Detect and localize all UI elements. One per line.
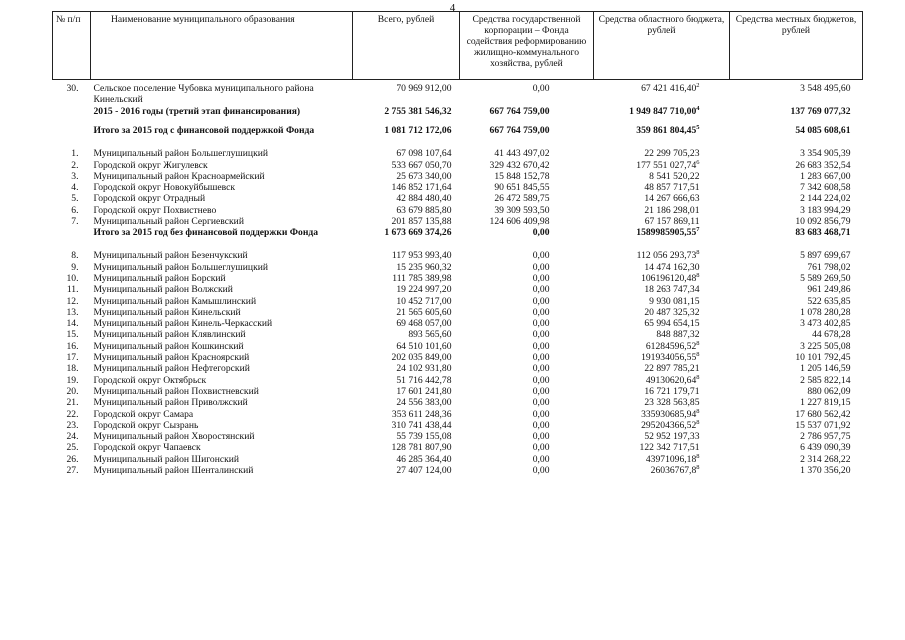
row-number: 19. [66, 374, 79, 386]
total-amount: 15 235 960,32 [396, 261, 452, 273]
state-fund-amount: 15 848 152,78 [494, 170, 550, 182]
row-number: 8. [71, 250, 79, 262]
table-row [53, 216, 863, 227]
total-amount: 69 468 057,00 [396, 318, 452, 330]
regional-budget-amount: 295204366,52$^8$ [641, 418, 700, 431]
row-number: 9. [71, 261, 79, 273]
row-number: 13. [66, 306, 79, 318]
municipality-name: Муниципальный район Хворостянский [93, 431, 255, 443]
row-number: 23. [66, 419, 79, 431]
header-total: Всего, рублей [353, 12, 460, 80]
row-number: 7. [71, 216, 79, 228]
table-row [53, 262, 863, 273]
local-budget-amount: 5 897 699,67 [800, 250, 851, 262]
municipality-name: Муниципальный район Сергиевский [93, 216, 244, 228]
total-amount: 21 565 605,60 [396, 306, 452, 318]
local-budget-amount: 44 678,28 [812, 329, 851, 341]
header-num: № п/п [53, 12, 91, 80]
municipality-name: Итого за 2015 год с финансовой поддержкой Фонда [93, 125, 315, 137]
regional-budget-amount: 52 952 197,33 [644, 431, 700, 443]
footnote-marker: 2 [696, 81, 700, 89]
footnote-marker: 8 [696, 463, 700, 471]
local-budget-amount: 1 227 819,15 [800, 397, 851, 409]
row-number: 17. [66, 352, 79, 364]
state-fund-amount: 0,00 [532, 227, 550, 239]
total-amount: 25 673 340,00 [396, 170, 452, 182]
header-row [53, 12, 863, 80]
local-budget-amount: 2 786 957,75 [800, 431, 851, 443]
state-fund-amount: 0,00 [532, 408, 550, 420]
regional-budget-amount: 335930685,94$^8$ [641, 407, 700, 420]
municipality-name: Муниципальный район Похвистневский [93, 385, 259, 397]
regional-budget-amount: 67 421 416,40$^2$ [641, 81, 700, 94]
regional-budget-amount: 65 994 654,15 [644, 318, 700, 330]
municipality-name: Муниципальный район Красноармейский [93, 170, 265, 182]
table-row [53, 465, 863, 476]
total-amount: 19 224 997,20 [396, 284, 452, 296]
table-row [53, 375, 863, 386]
total-amount: 27 407 124,00 [396, 465, 452, 477]
regional-budget-amount: 21 186 298,01 [644, 204, 700, 216]
footnote-marker: 8 [696, 350, 700, 358]
row-number: 5. [71, 193, 79, 205]
header-regional: Средства областного бюджета, рублей [594, 12, 730, 80]
table-row [53, 442, 863, 453]
local-budget-amount: 3 473 402,85 [800, 318, 851, 330]
local-budget-amount: 137 769 077,32 [790, 106, 851, 117]
local-budget-amount: 7 342 608,58 [800, 182, 851, 194]
row-number: 3. [71, 170, 79, 182]
header-local: Средства местных бюджетов, рублей [730, 12, 863, 80]
row-number: 26. [66, 453, 79, 465]
total-amount: 893 565,60 [408, 329, 452, 341]
state-fund-amount: 0,00 [532, 306, 550, 318]
state-fund-amount: 0,00 [532, 340, 550, 352]
footnote-marker: 8 [696, 452, 700, 460]
table-row [53, 106, 863, 117]
municipality-name: Муниципальный район Шигонский [93, 453, 240, 465]
regional-budget-amount: 1589985905,55$^7$ [636, 226, 700, 239]
state-fund-amount: 0,00 [532, 465, 550, 477]
municipality-name: Муниципальный район Нефтегорский [93, 363, 250, 375]
total-amount: 46 285 364,40 [396, 453, 452, 465]
header-state: Средства государственной корпорации – Фонда содействия реформированию жилищно-коммунального хозяйства, рублей [460, 12, 594, 80]
row-number: 20. [66, 385, 79, 397]
local-budget-amount: 761 798,02 [807, 261, 851, 273]
local-budget-amount: 1 205 146,59 [800, 363, 851, 375]
regional-budget-amount: 16 721 179,71 [644, 385, 700, 397]
total-amount: 64 510 101,60 [396, 340, 452, 352]
local-budget-amount: 83 683 468,71 [795, 227, 851, 239]
row-number [53, 106, 91, 117]
regional-budget-amount: 8 541 520,22 [649, 170, 700, 182]
row-number: 4. [71, 182, 79, 194]
regional-budget-amount: 61284596,52$^8$ [645, 339, 700, 352]
local-budget-amount: 10 092 856,79 [795, 216, 851, 228]
municipality-name: Муниципальный район Камышлинский [93, 295, 257, 307]
total-amount: 533 667 050,70 [391, 159, 452, 171]
total-amount: 24 556 383,00 [396, 397, 452, 409]
regional-budget-amount: 848 887,32 [656, 329, 700, 341]
local-budget-amount: 3 183 994,29 [800, 204, 851, 216]
total-amount: 146 852 171,64 [391, 182, 452, 194]
footnote-marker: 4 [696, 104, 700, 112]
state-fund-amount: 0,00 [532, 318, 550, 330]
local-budget-amount: 1 078 280,28 [800, 306, 851, 318]
total-amount: 42 884 480,40 [396, 193, 452, 205]
total-amount: 17 601 241,80 [396, 385, 452, 397]
local-budget-amount: 2 585 822,14 [800, 374, 851, 386]
table-row [53, 352, 863, 363]
municipality-name: Муниципальный район Кинель-Черкасский [93, 318, 273, 330]
financing-table [52, 11, 863, 476]
regional-budget-amount: 122 342 717,51 [639, 442, 700, 454]
state-fund-amount: 0,00 [532, 453, 550, 465]
state-fund-amount: 0,00 [532, 261, 550, 273]
state-fund-amount: 0,00 [532, 272, 550, 284]
row-number: 2. [71, 159, 79, 171]
regional-budget-amount: 1 949 847 710,00$^4$ [629, 104, 700, 117]
row-number: 14. [66, 318, 79, 330]
page-number: 4 [449, 2, 456, 14]
local-budget-amount: 3 354 905,39 [800, 148, 851, 160]
table-row [53, 273, 863, 284]
regional-budget-amount: 112 056 293,73$^8$ [636, 249, 700, 262]
total-amount: 202 035 849,00 [391, 352, 452, 364]
local-budget-amount: 10 101 792,45 [795, 352, 851, 364]
row-number: 21. [66, 397, 79, 409]
municipality-name: Муниципальный район Приволжский [93, 397, 248, 409]
regional-budget-amount: 9 930 081,15 [649, 295, 700, 307]
municipality-name: 2015 - 2016 годы (третий этап финансирования) [93, 106, 301, 117]
footnote-marker: 8 [696, 407, 700, 415]
municipality-name: Муниципальный район Красноярский [93, 352, 250, 364]
state-fund-amount: 39 309 593,50 [494, 204, 550, 216]
regional-budget-amount: 20 487 325,32 [644, 306, 700, 318]
table-row [53, 182, 863, 193]
state-fund-amount: 0,00 [532, 374, 550, 386]
total-amount: 55 739 155,08 [396, 431, 452, 443]
municipality-name: Городской округ Сызрань [93, 419, 199, 431]
regional-budget-amount: 359 861 804,45$^5$ [636, 124, 700, 137]
regional-budget-amount: 14 474 162,30 [644, 261, 700, 273]
state-fund-amount: 0,00 [532, 83, 550, 94]
regional-budget-amount: 23 328 563,85 [644, 397, 700, 409]
footnote-marker: 8 [696, 373, 700, 381]
total-amount: 111 785 389,98 [392, 272, 452, 284]
municipality-name: Муниципальный район Кинельский [93, 306, 241, 318]
row-number: 27. [66, 465, 79, 477]
table-row [53, 386, 863, 397]
footnote-marker: 8 [696, 271, 700, 279]
municipality-name: Муниципальный район Борский [93, 272, 226, 284]
local-budget-amount: 522 635,85 [807, 295, 851, 307]
total-amount: 128 781 807,90 [391, 442, 452, 454]
row-number [53, 227, 91, 250]
municipality-name: Городской округ Похвистнево [93, 204, 217, 216]
table-row [53, 397, 863, 408]
municipality-name: Городской округ Самара [93, 408, 194, 420]
state-fund-amount: 0,00 [532, 250, 550, 262]
state-fund-amount: 0,00 [532, 431, 550, 443]
regional-budget-amount: 48 857 717,51 [644, 182, 700, 194]
table-row [53, 318, 863, 329]
regional-budget-amount: 22 897 785,21 [644, 363, 700, 375]
table-row [53, 117, 863, 148]
total-amount: 1 673 669 374,26 [384, 227, 452, 239]
regional-budget-amount: 49130620,64$^8$ [645, 373, 700, 386]
total-amount: 310 741 438,44 [391, 419, 452, 431]
table-row [53, 250, 863, 261]
state-fund-amount: 0,00 [532, 363, 550, 375]
municipality-name: Муниципальный район Волжский [93, 284, 233, 296]
local-budget-amount: 1 370 356,20 [800, 465, 851, 477]
municipality-name: Городской округ Жигулевск [93, 159, 208, 171]
regional-budget-amount: 177 551 027,74$^6$ [636, 158, 700, 171]
total-amount: 2 755 381 546,32 [384, 106, 452, 117]
state-fund-amount: 0,00 [532, 419, 550, 431]
row-number: 12. [66, 295, 79, 307]
row-number: 24. [66, 431, 79, 443]
row-number: 25. [66, 442, 79, 454]
row-number: 1. [71, 148, 79, 160]
local-budget-amount: 2 144 224,02 [800, 193, 851, 205]
municipality-name: Муниципальный район Большеглушицкий [93, 261, 268, 273]
footnote-marker: 7 [696, 226, 700, 234]
local-budget-amount: 1 283 667,00 [800, 170, 851, 182]
local-budget-amount: 961 249,86 [807, 284, 851, 296]
total-amount: 24 102 931,80 [396, 363, 452, 375]
total-amount: 51 716 442,78 [396, 374, 452, 386]
municipality-name: Муниципальный район Клявлинский [93, 329, 246, 341]
table-body [53, 80, 863, 477]
footnote-marker: 8 [696, 249, 700, 257]
state-fund-amount: 0,00 [532, 397, 550, 409]
table-row [53, 296, 863, 307]
local-budget-amount: 880 062,09 [807, 385, 851, 397]
local-budget-amount: 3 548 495,60 [800, 83, 851, 94]
total-amount: 353 611 248,36 [391, 408, 452, 420]
total-amount: 63 679 885,80 [396, 204, 452, 216]
table-row [53, 171, 863, 182]
footnote-marker: 5 [696, 124, 700, 132]
municipality-name: Городской округ Новокуйбышевск [93, 182, 236, 194]
header-name: Наименование муниципального образования [91, 12, 353, 80]
local-budget-amount: 3 225 505,08 [800, 340, 851, 352]
table-row [53, 307, 863, 318]
table-row [53, 341, 863, 352]
municipality-name: Итого за 2015 год без финансовой поддержки Фонда [93, 227, 319, 239]
table-row [53, 409, 863, 420]
row-number: 10. [66, 272, 79, 284]
local-budget-amount: 5 589 269,50 [800, 272, 851, 284]
row-number: 22. [66, 408, 79, 420]
row-number: 11. [66, 284, 79, 296]
total-amount: 70 969 912,00 [396, 83, 452, 94]
total-amount: 1 081 712 172,06 [384, 125, 452, 137]
state-fund-amount: 124 606 409,98 [489, 216, 550, 228]
row-number [53, 117, 91, 148]
municipality-name: Городской округ Чапаевск [93, 442, 201, 454]
municipality-name: Городской округ Отрадный [93, 193, 206, 205]
table-row [53, 80, 863, 107]
state-fund-amount: 0,00 [532, 329, 550, 341]
regional-budget-amount: 22 299 705,23 [644, 148, 700, 160]
state-fund-amount: 329 432 670,42 [489, 159, 550, 171]
footnote-marker: 8 [696, 339, 700, 347]
row-number: 30. [66, 83, 79, 94]
table-row [53, 431, 863, 442]
regional-budget-amount: 191934056,55$^8$ [641, 350, 700, 364]
regional-budget-amount: 26036767,8$^8$ [650, 463, 700, 477]
municipality-name: Городской округ Октябрьск [93, 374, 207, 386]
state-fund-amount: 0,00 [532, 284, 550, 296]
state-fund-amount: 90 651 845,55 [494, 182, 550, 194]
table-row [53, 193, 863, 204]
footnote-marker: 8 [696, 418, 700, 426]
table-row [53, 329, 863, 340]
state-fund-amount: 0,00 [532, 442, 550, 454]
table-row [53, 284, 863, 295]
table-row [53, 205, 863, 216]
municipality-name: Муниципальный район Большеглушицкий [93, 148, 268, 160]
row-number: 15. [66, 329, 79, 341]
table-row [53, 227, 863, 250]
regional-budget-amount: 18 263 747,34 [644, 284, 700, 296]
row-number: 6. [71, 204, 79, 216]
state-fund-amount: 26 472 589,75 [494, 193, 550, 205]
state-fund-amount: 0,00 [532, 352, 550, 364]
regional-budget-amount: 43971096,18$^8$ [645, 452, 700, 465]
table-row [53, 363, 863, 374]
table-row [53, 148, 863, 159]
row-number: 16. [66, 340, 79, 352]
total-amount: 201 857 135,88 [391, 216, 452, 228]
local-budget-amount: 2 314 268,22 [800, 453, 851, 465]
footnote-marker: 6 [696, 158, 700, 166]
state-fund-amount: 667 764 759,00 [489, 106, 550, 117]
municipality-name: Муниципальный район Кошкинский [93, 340, 244, 352]
table-row [53, 454, 863, 465]
municipality-name: Муниципальный район Безенчукский [93, 250, 248, 262]
municipality-name: Муниципальный район Шенталинский [93, 465, 254, 477]
table-row [53, 420, 863, 431]
local-budget-amount: 15 537 071,92 [795, 419, 851, 431]
row-number: 18. [66, 363, 79, 375]
table-header [53, 12, 863, 80]
regional-budget-amount: 67 157 869,11 [644, 216, 700, 228]
local-budget-amount: 17 680 562,42 [795, 408, 851, 420]
local-budget-amount: 26 683 352,54 [795, 159, 851, 171]
total-amount: 67 098 107,64 [396, 148, 452, 160]
state-fund-amount: 0,00 [532, 385, 550, 397]
regional-budget-amount: 106196120,48$^8$ [641, 271, 700, 284]
local-budget-amount: 6 439 090,39 [800, 442, 851, 454]
table-row [53, 160, 863, 171]
total-amount: 117 953 993,40 [391, 250, 452, 262]
state-fund-amount: 41 443 497,02 [494, 148, 550, 160]
local-budget-amount: 54 085 608,61 [795, 125, 851, 137]
municipality-name: Сельское поселение Чубовка муниципального района Кинельский [93, 83, 314, 106]
regional-budget-amount: 14 267 666,63 [644, 193, 700, 205]
total-amount: 10 452 717,00 [396, 295, 452, 307]
state-fund-amount: 667 764 759,00 [489, 125, 550, 137]
state-fund-amount: 0,00 [532, 295, 550, 307]
